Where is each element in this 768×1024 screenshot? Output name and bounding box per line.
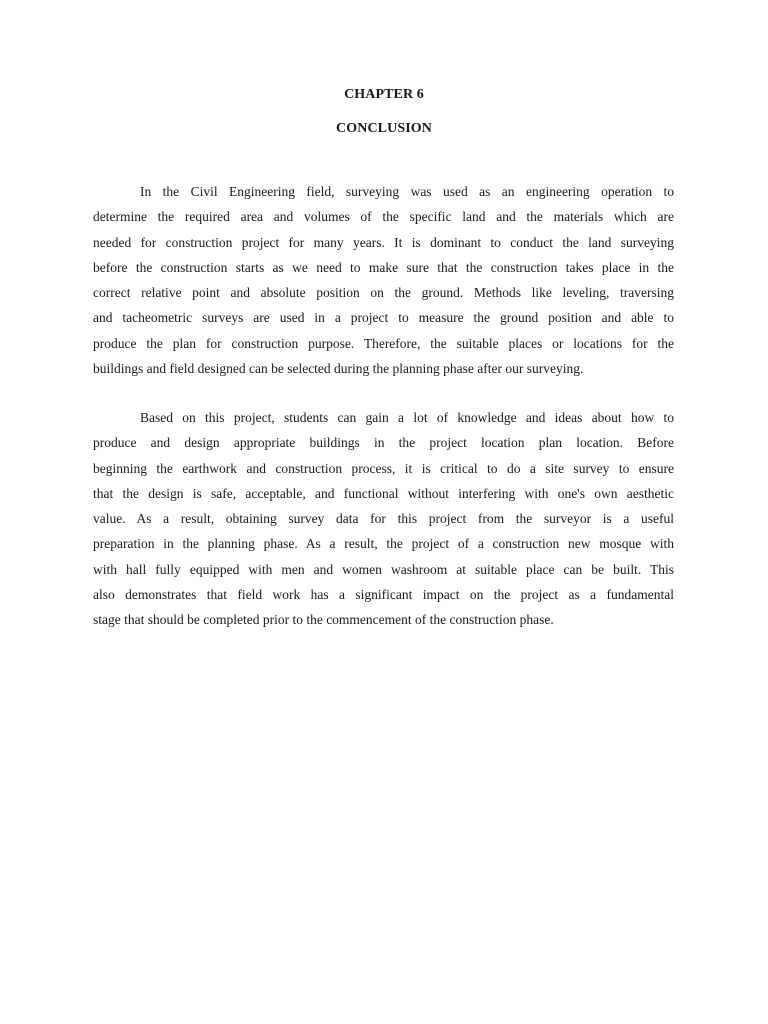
paragraph-line: that the design is safe, acceptable, and functional without interfering with one's own aesthetic (93, 485, 674, 501)
section-title: CONCLUSION (336, 121, 432, 136)
paragraph-line: buildings and field designed can be selected during the planning phase after our surveying. (93, 361, 584, 377)
paragraph-line: beginning the earthwork and construction process, it is critical to do a site survey to ensure (93, 460, 674, 476)
paragraph-line: with hall fully equipped with men and women washroom at suitable place can be built. This (93, 561, 674, 577)
paragraph-line: determine the required area and volumes of the specific land and the materials which are (93, 209, 674, 225)
paragraph-line: Based on this project, students can gain a lot of knowledge and ideas about how to (140, 410, 674, 425)
paragraph-line: and tacheometric surveys are used in a project to measure the ground position and able to (93, 310, 674, 326)
paragraph-line: preparation in the planning phase. As a result, the project of a construction new mosque with (93, 536, 674, 552)
paragraph-line: needed for construction project for many years. It is dominant to conduct the land surveying (93, 234, 674, 250)
paragraph-line: also demonstrates that field work has a significant impact on the project as a fundamental (93, 587, 674, 603)
paragraph-1 (93, 179, 674, 381)
paragraph-line: stage that should be completed prior to the commencement of the construction phase. (93, 612, 554, 628)
paragraph-line: produce the plan for construction purpose. Therefore, the suitable places or locations for the (93, 335, 674, 351)
paragraph-line: produce and design appropriate buildings in the project location plan location. Before (93, 435, 674, 451)
chapter-label: CHAPTER 6 (344, 87, 424, 102)
paragraph-line: In the Civil Engineering field, surveying was used as an engineering operation to (140, 184, 674, 199)
paragraph-2 (93, 405, 674, 633)
paragraph-line: correct relative point and absolute position on the ground. Methods like leveling, traversing (93, 285, 674, 301)
paragraph-line: before the construction starts as we need to make sure that the construction takes place in the (93, 259, 674, 275)
paragraph-line: value. As a result, obtaining survey data for this project from the surveyor is a useful (93, 511, 674, 527)
